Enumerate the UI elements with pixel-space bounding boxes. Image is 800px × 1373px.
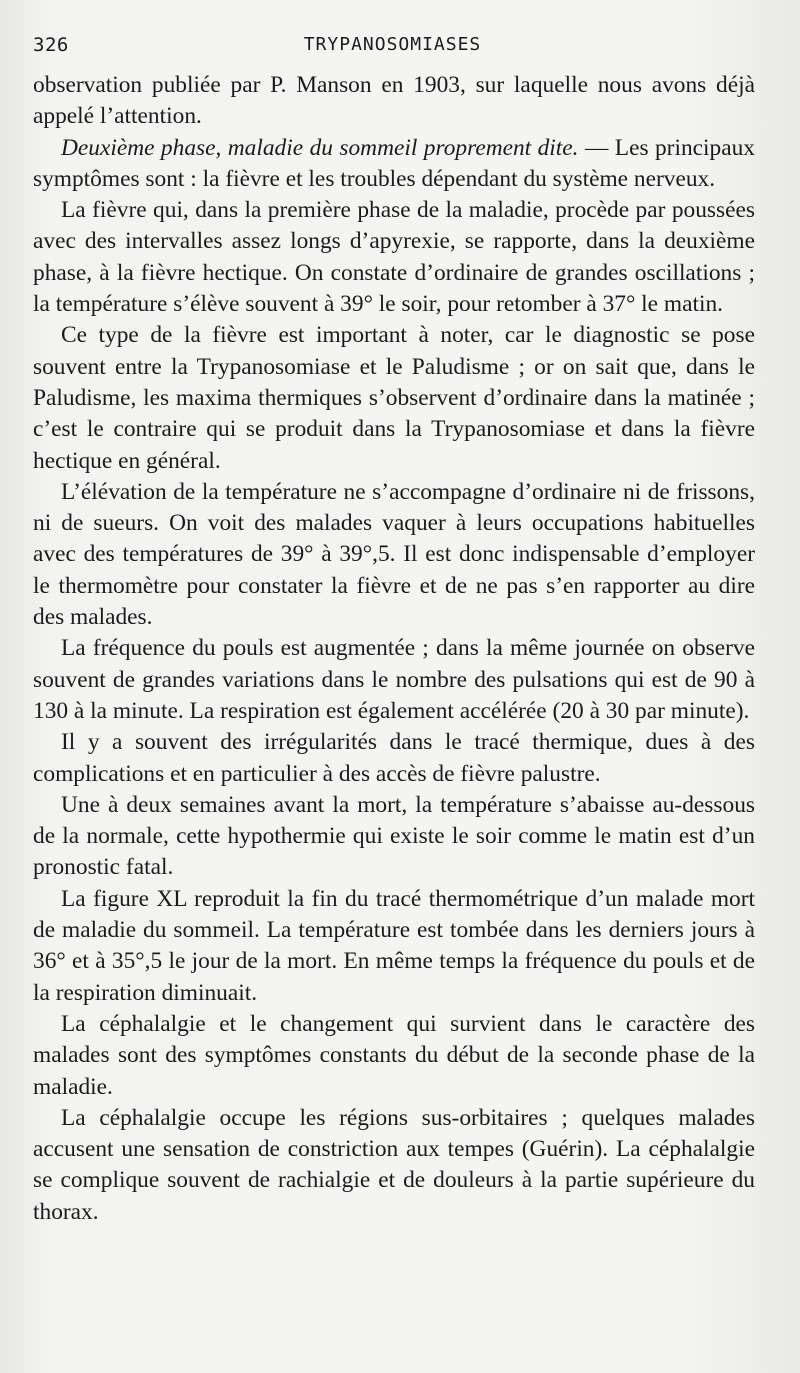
page-header [33, 34, 752, 62]
paragraph: La fièvre qui, dans la première phase de la maladie, procède par poussées avec des intervalles assez longs d’apyrexie, se rapporte, dans la deuxième phase, à la fièvre hectique. On constate d’ordinaire de grandes oscillations ; la température s’élève souvent à 39° le soir, pour retomber à 37° le matin. [33, 197, 755, 318]
paragraph: L’élévation de la température ne s’accompagne d’ordinaire ni de frissons, ni de sueurs. On voit des malades vaquer à leurs occupations habituelles avec des températures de 39° à 39°,5. Il est donc indispensable d’employer le thermomètre pour constater la fièvre et de ne pas s’en rapporter au dire des malades. [33, 478, 755, 631]
paragraph: La fréquence du pouls est augmentée ; dans la même journée on observe souvent de grandes variations dans le nombre des pulsations qui est de 90 à 130 à la minute. La respiration est également accélérée (20 à 30 par minute). [33, 635, 755, 724]
paragraph-text: — Les principaux symptômes sont : la fièvre et les troubles dépendant du système nerveux. [33, 134, 756, 192]
paragraph: La figure XL reproduit la fin du tracé thermométrique d’un malade mort de maladie du sommeil. La température est tombée dans les derniers jours à 36° et à 35°,5 le jour de la mort. En même temps la fréquence du pouls et de la respiration diminuait. [33, 885, 755, 1006]
paragraph: Il y a souvent des irrégularités dans le tracé thermique, dues à des complications et en particulier à des accès de fièvre palustre. [33, 729, 755, 787]
body-text [33, 70, 755, 1228]
paragraph-second-phase [33, 133, 755, 196]
paragraph: Une à deux semaines avant la mort, la température s’abaisse au-dessous de la normale, cette hypothermie qui existe le soir comme le matin est d’un pronostic fatal. [33, 791, 755, 881]
section-lead: Deuxième phase, maladie du sommeil proprement dite. [61, 134, 579, 161]
running-title: TRYPANOSOMIASES [303, 34, 482, 55]
paragraph-continuation: observation publiée par P. Manson en 1903, sur laquelle nous avons déjà appelé l’attention. [33, 72, 755, 130]
paragraph: La céphalalgie occupe les régions sus-orbitaires ; quelques malades accusent une sensation de constriction aux tempes (Guérin). La céphalalgie se complique souvent de rachialgie et de douleurs à la partie supérieure du thorax. [33, 1104, 755, 1225]
page-number: 326 [33, 34, 69, 56]
paragraph: La céphalalgie et le changement qui survient dans le caractère des malades sont des symptômes constants du début de la seconde phase de la maladie. [33, 1010, 755, 1100]
paragraph: Ce type de la fièvre est important à noter, car le diagnostic se pose souvent entre la Trypanosomiase et le Paludisme ; or on sait que, dans le Paludisme, les maxima thermiques s’observent d’ordinaire dans la matinée ; c’est le contraire qui se produit dans la Trypanosomiase et dans la fièvre hectique en général. [33, 322, 755, 474]
